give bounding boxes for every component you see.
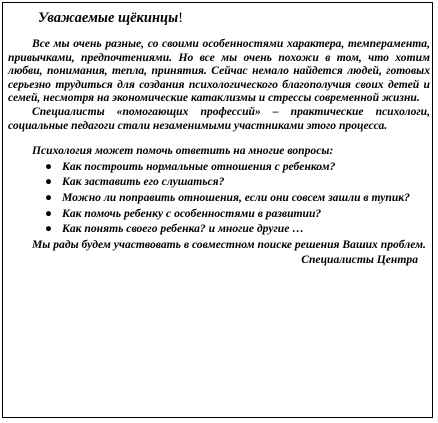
greeting-heading (38, 9, 430, 27)
document-body (8, 9, 430, 267)
list-item (45, 222, 430, 236)
question-text: Как построить нормальные отношения с ребенком? (62, 159, 336, 173)
questions-intro-paragraph: Психология может помочь ответить на многие вопросы: (32, 144, 334, 158)
paragraph-gap (8, 132, 430, 144)
greeting-exclamation: ! (178, 10, 183, 26)
question-text: Как понять своего ребенка? и многие другие … (62, 222, 304, 236)
greeting-text: Уважаемые щёкинцы (38, 10, 179, 26)
text-frame (2, 2, 433, 418)
bullet-icon: ● (45, 159, 53, 173)
question-text: Можно ли поправить отношения, если они совсем зашли в тупик? (62, 190, 410, 204)
list-item (45, 190, 430, 205)
bullet-icon: ● (45, 222, 53, 236)
bullet-icon: ● (45, 206, 53, 220)
closing-paragraph: Мы рады будем участвовать в совместном поиске решения Ваших проблем. (32, 237, 426, 251)
bullet-icon: ● (45, 175, 53, 189)
list-item (45, 175, 430, 189)
questions-list (8, 160, 430, 236)
signature: Специалисты Центра (301, 253, 418, 267)
bullet-icon: ● (45, 190, 53, 204)
list-item (45, 206, 430, 221)
specialists-paragraph: Специалисты «помогающих профессий» – практические психологи, социальные педагоги стали незаменимыми участниками этого процесса. (8, 104, 430, 132)
list-item (45, 159, 430, 174)
intro-paragraph: Все мы очень разные, со своими особенностями характера, темперамента, привычками, предпочтениями. Но все мы очень похожи в том, что хотим любви, понимания, тепла, принятия. Сейчас немало найдется людей, готовых серьезно трудиться для создания психологического благополучия своих детей и семей, несмотря на экономические катаклизмы и стрессы современной жизни. (8, 37, 430, 105)
question-text: Как помочь ребенку с особенностями в развитии? (62, 206, 322, 220)
question-text: Как заставить его слушаться? (62, 175, 225, 189)
